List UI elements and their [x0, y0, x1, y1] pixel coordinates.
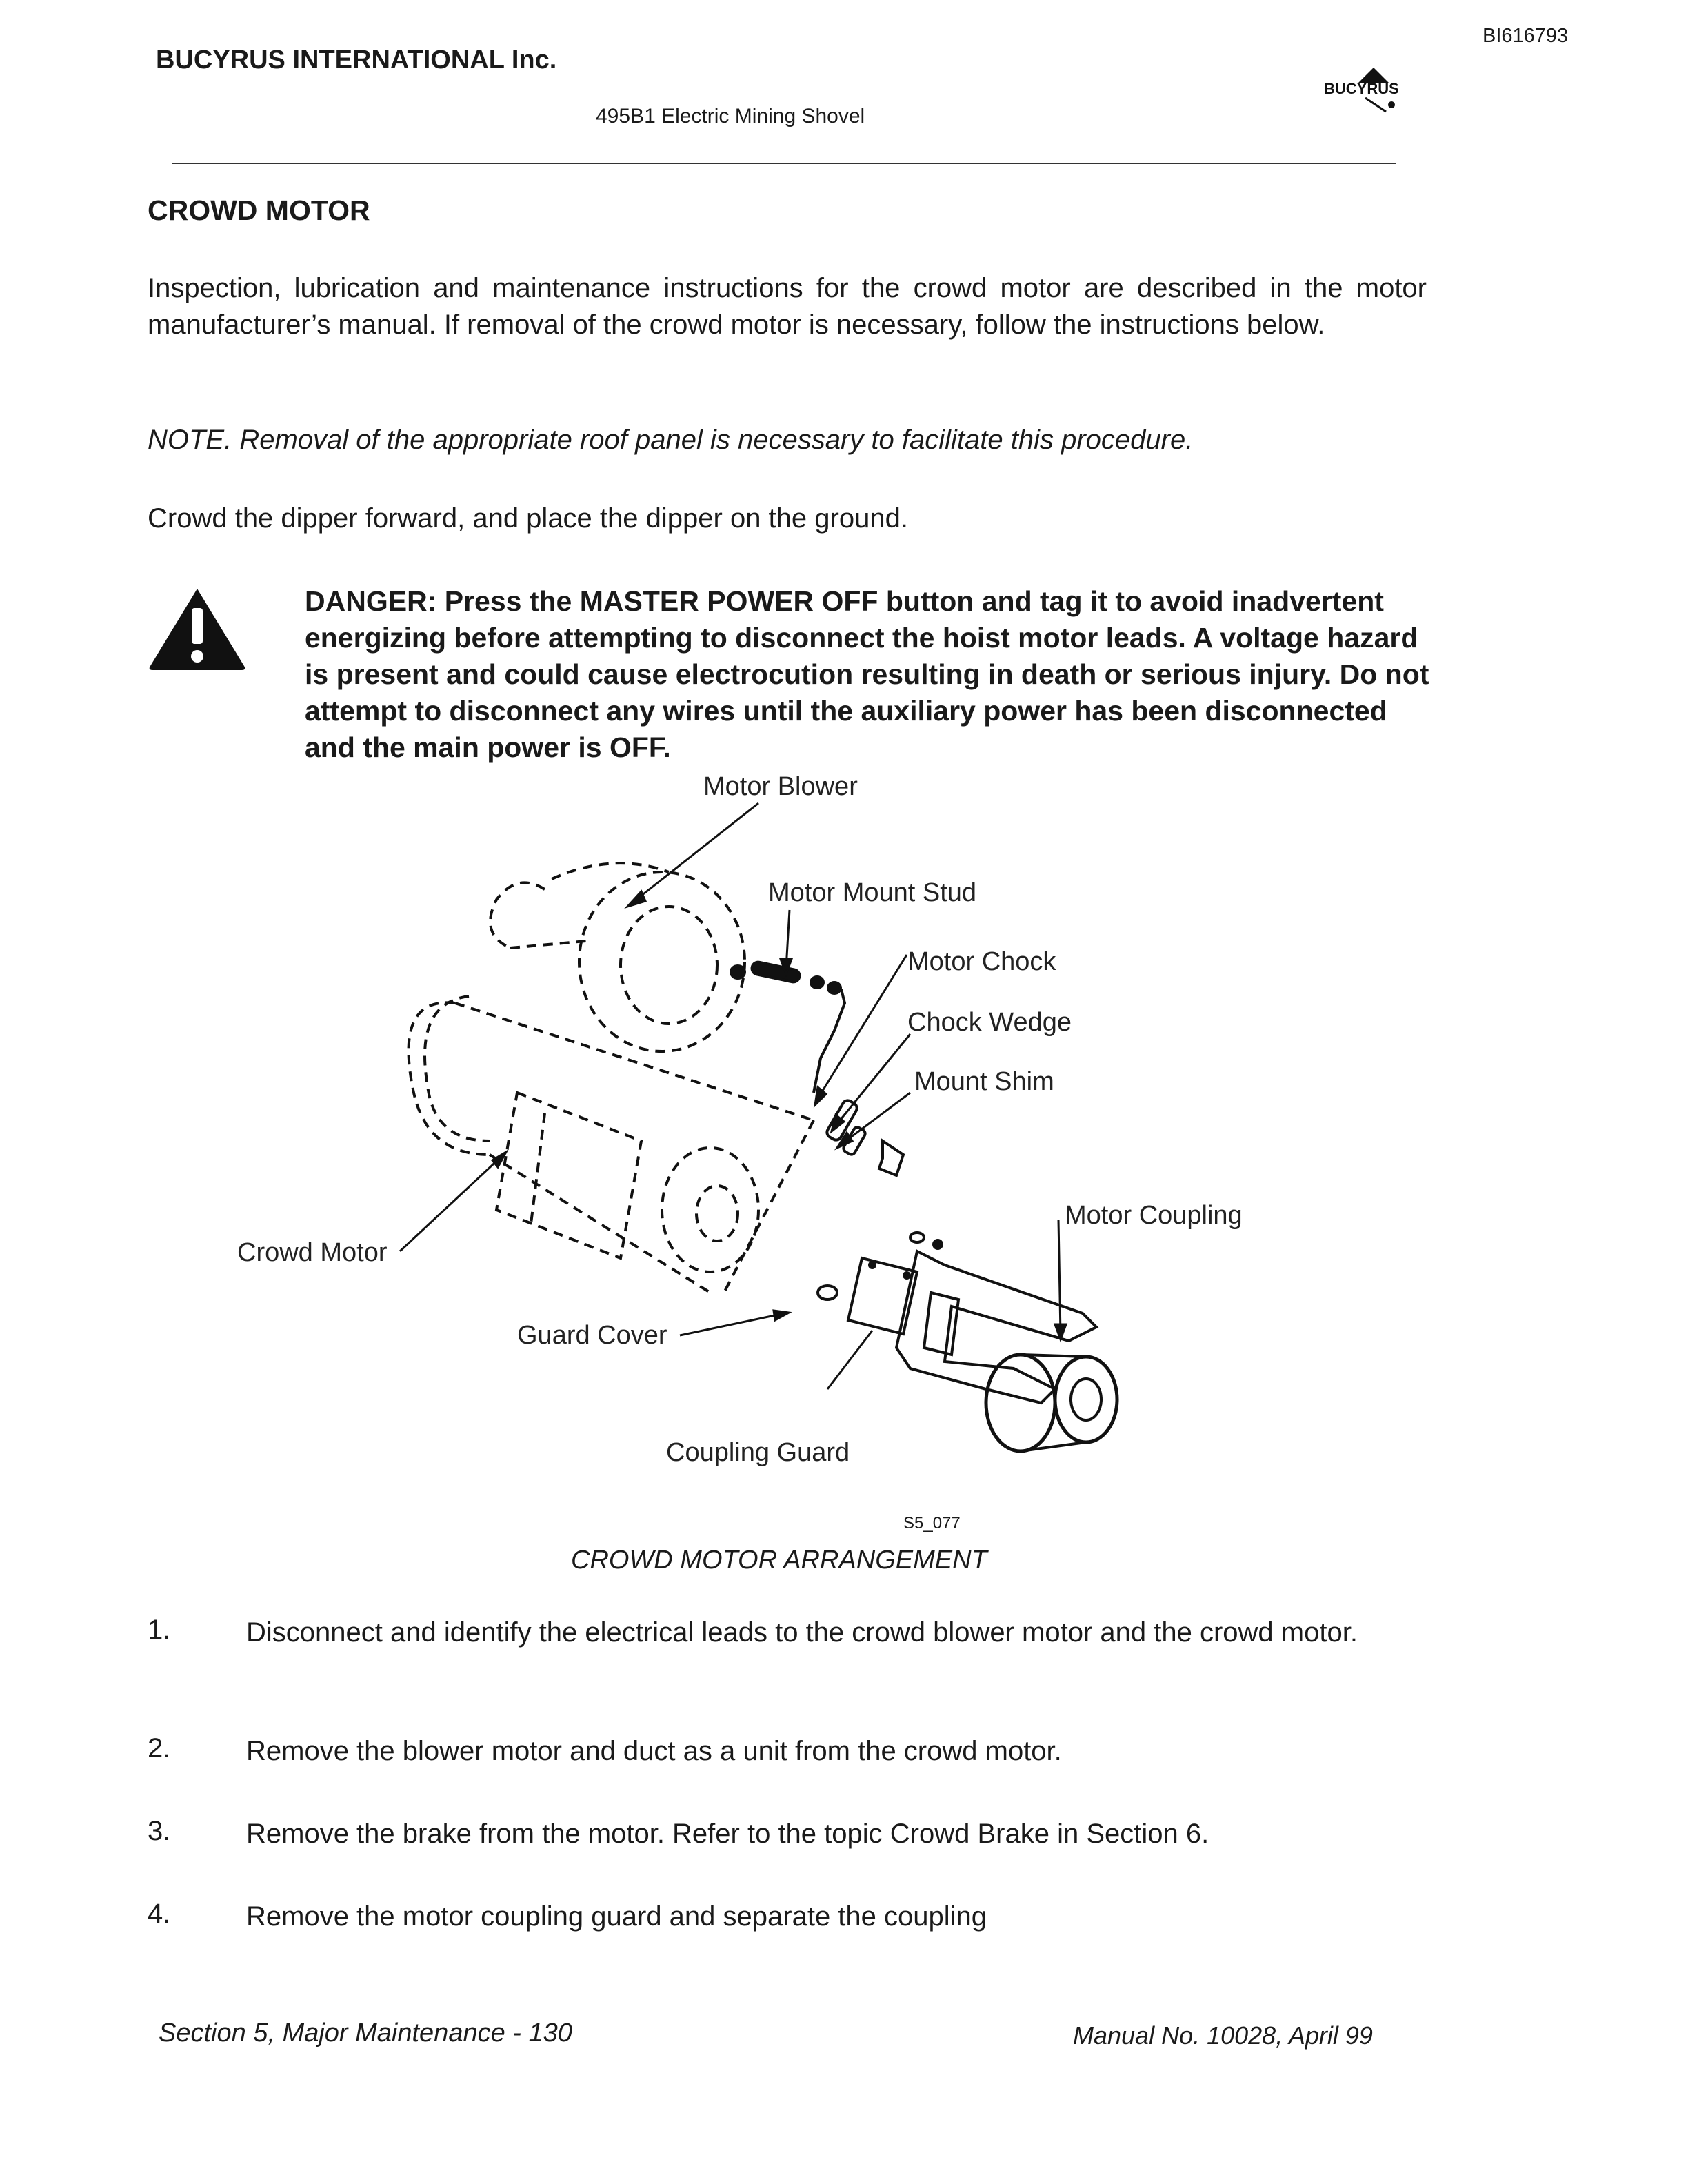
label-chock-wedge: Chock Wedge [907, 1008, 1072, 1037]
label-mount-shim: Mount Shim [914, 1067, 1054, 1096]
label-motor-chock: Motor Chock [907, 947, 1056, 976]
step-text: Remove the brake from the motor. Refer to the topic Crowd Brake in Section 6. [246, 1819, 1209, 1849]
step-text: Disconnect and identify the electrical leads to the crowd blower motor and the crowd motor. [246, 1617, 1358, 1648]
step-text: Remove the blower motor and duct as a unit from the crowd motor. [246, 1736, 1062, 1766]
header-rule [172, 163, 1396, 164]
coupling-guard-part [896, 1233, 1096, 1403]
label-motor-mount-stud: Motor Mount Stud [768, 878, 977, 907]
motor-chock-part [825, 1099, 903, 1175]
step-number: 4. [148, 1899, 171, 1929]
warning-triangle-icon [146, 585, 248, 673]
label-coupling-guard: Coupling Guard [666, 1438, 850, 1467]
footer-section: Section 5, Major Maintenance - 130 [159, 2019, 572, 2048]
section-title: CROWD MOTOR [148, 194, 370, 226]
step-text: Remove the motor coupling guard and separate the coupling [246, 1901, 987, 1932]
label-motor-coupling: Motor Coupling [1065, 1201, 1243, 1230]
product-name: 495B1 Electric Mining Shovel [596, 105, 865, 128]
step-number: 3. [148, 1816, 171, 1846]
intro-paragraph: Inspection, lubrication and maintenance instructions for the crowd motor are described in the motor manufacturer’s manual. If removal of the crowd motor is necessary, follow the instructions below. [148, 273, 1427, 340]
note-paragraph: NOTE. Removal of the appropriate roof panel is necessary to facilitate this procedure. [148, 425, 1194, 455]
crowd-motor-arrangement-diagram [228, 769, 1331, 1486]
document-id: BI616793 [1483, 25, 1569, 47]
bucyrus-logo [1317, 63, 1434, 119]
label-motor-blower: Motor Blower [703, 772, 858, 801]
instruction-paragraph: Crowd the dipper forward, and place the dipper on the ground. [148, 503, 908, 534]
figure-caption: CROWD MOTOR ARRANGEMENT [571, 1546, 987, 1575]
step-number: 2. [148, 1733, 171, 1763]
motor-mount-stud-part [731, 961, 845, 1093]
crowd-motor-outline [409, 863, 814, 1293]
danger-warning-text: DANGER: Press the MASTER POWER OFF button and tag it to avoid inadvertent energizing before attempting to disconnect the hoist motor leads. A voltage hazard is present and could cause electrocution resulting in death or serious injury. Do not attempt to disconnect any wires until the auxiliary power has been disconnected and the main power is OFF. [305, 585, 1429, 763]
svg-text:BUCYRUS: BUCYRUS [1324, 80, 1399, 97]
company-name: BUCYRUS INTERNATIONAL Inc. [156, 46, 557, 74]
step-number: 1. [148, 1615, 171, 1645]
motor-coupling-part [986, 1355, 1117, 1451]
label-crowd-motor: Crowd Motor [237, 1238, 388, 1267]
label-guard-cover: Guard Cover [517, 1321, 667, 1350]
figure-code: S5_077 [903, 1514, 961, 1533]
footer-manual: Manual No. 10028, April 99 [1073, 2021, 1373, 2050]
